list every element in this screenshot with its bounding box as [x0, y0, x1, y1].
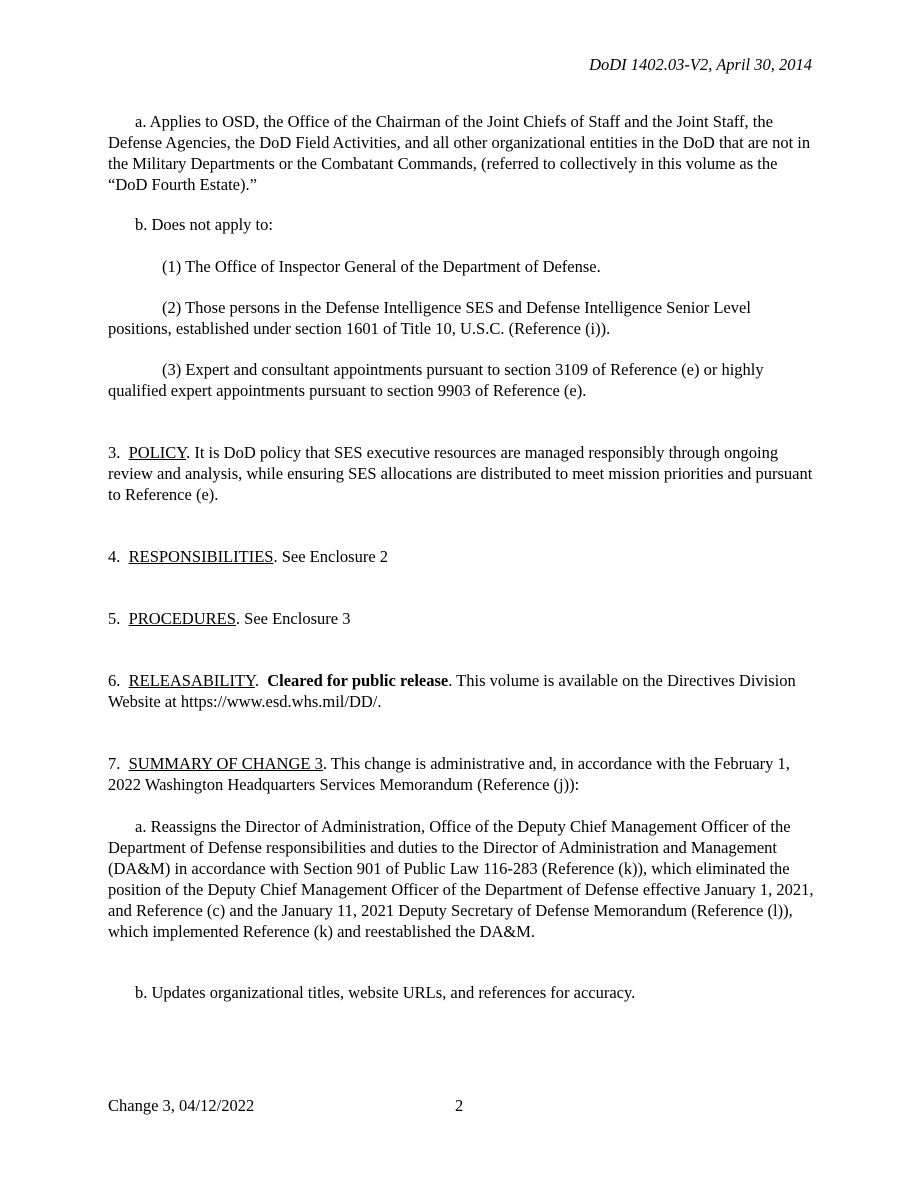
page-number: 2	[455, 1096, 464, 1115]
procedures-heading: PROCEDURES	[128, 609, 236, 628]
summary-section	[108, 753, 818, 795]
applicability-a: a. Applies to OSD, the Office of the Chairman of the Joint Chiefs of Staff and the Joint Staff, the Defense Agencies, the DoD Field Activities, and all other organizational entities in the DoD that are not in the Military Departments or the Combatant Commands, (referred to collectively in this volume as the “DoD Fourth Estate).”	[108, 112, 811, 194]
footer-change: Change 3, 04/12/2022	[108, 1096, 255, 1115]
summary-a: a. Reassigns the Director of Administration, Office of the Deputy Chief Management Officer of the Department of Defense responsibilities and duties to the Director of Administration and Management (DA&M) in accordance with Section 901 of Public Law 116-283 (Reference (k)), which eliminated the position of the Deputy Chief Management Officer of the Department of Defense effective January 1, 2021, and Reference (c) and the January 11, 2021 Deputy Secretary of Defense Memorandum (Reference (l)), which implemented Reference (k) and reestablished the DA&M.	[108, 817, 814, 941]
releasability-number: 6.	[108, 671, 121, 690]
applicability-b3: (3) Expert and consultant appointments pursuant to section 3109 of Reference (e) or highly qualified expert appointments pursuant to section 9903 of Reference (e).	[108, 360, 764, 400]
summary-b: b. Updates organizational titles, website URLs, and references for accuracy.	[135, 983, 636, 1002]
responsibilities-heading: RESPONSIBILITIES	[128, 547, 274, 566]
policy-number: 3.	[108, 443, 121, 462]
releasability-section	[108, 670, 818, 712]
summary-text: . This change is administrative and, in accordance with the February 1, 2022 Washington Headquarters Services Memorandum (Reference (j)):	[108, 754, 790, 794]
applicability-b: b. Does not apply to:	[135, 215, 273, 234]
document-header: DoDI 1402.03-V2, April 30, 2014	[589, 55, 812, 74]
procedures-text: . See Enclosure 3	[235, 609, 351, 628]
releasability-separator: .	[254, 671, 268, 690]
responsibilities-text: . See Enclosure 2	[273, 547, 389, 566]
applicability-b2: (2) Those persons in the Defense Intelligence SES and Defense Intelligence Senior Level positions, established under section 1601 of Title 10, U.S.C. (Reference (i)).	[108, 298, 751, 338]
procedures-section	[108, 608, 818, 629]
summary-number: 7.	[108, 754, 121, 773]
responsibilities-number: 4.	[108, 547, 121, 566]
summary-heading: SUMMARY OF CHANGE 3	[128, 754, 323, 773]
releasability-text: . This volume is available on the Directives Division Website at https://www.esd.whs.mil/DD/.	[108, 671, 796, 711]
procedures-number: 5.	[108, 609, 121, 628]
policy-heading: POLICY	[128, 443, 187, 462]
policy-section	[108, 442, 818, 505]
applicability-b1: (1) The Office of Inspector General of the Department of Defense.	[162, 257, 601, 276]
releasability-bold: Cleared for public release	[267, 671, 449, 690]
policy-text: . It is DoD policy that SES executive resources are managed responsibly through ongoing review and analysis, while ensuring SES allocations are distributed to meet mission priorities and pursuant to Reference (e).	[108, 443, 813, 504]
releasability-heading: RELEASABILITY	[128, 671, 255, 690]
responsibilities-section	[108, 546, 818, 567]
